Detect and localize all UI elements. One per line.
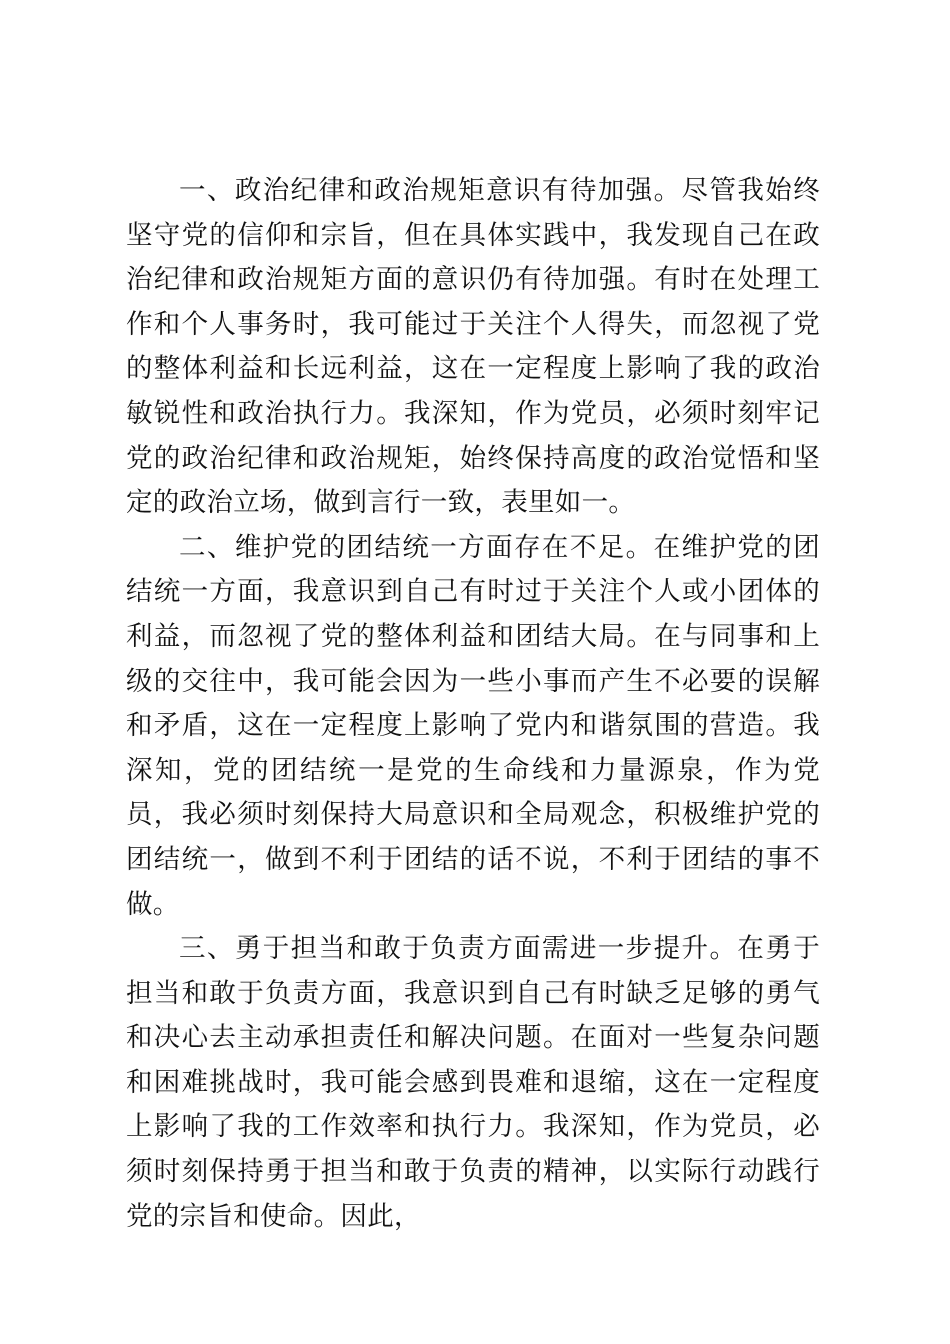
- paragraph-political-discipline: 一、政治纪律和政治规矩意识有待加强。尽管我始终坚守党的信仰和宗旨，但在具体实践中，我发现自己在政治纪律和政治规矩方面的意识仍有待加强。有时在处理工作和个人事务时，我可能过于关注个人得失，而忽视了党的整体利益和长远利益，这在一定程度上影响了我的政治敏锐性和政治执行力。我深知，作为党员，必须时刻牢记党的政治纪律和政治规矩，始终保持高度的政治觉悟和坚定的政治立场，做到言行一致，表里如一。: [126, 175, 820, 519]
- paragraph-responsibility: 三、勇于担当和敢于负责方面需进一步提升。在勇于担当和敢于负责方面，我意识到自己有时缺乏足够的勇气和决心去主动承担责任和解决问题。在面对一些复杂问题和困难挑战时，我可能会感到畏难和退缩，这在一定程度上影响了我的工作效率和执行力。我深知，作为党员，必须时刻保持勇于担当和敢于负责的精神，以实际行动践行党的宗旨和使命。因此，: [126, 933, 820, 1232]
- paragraph-party-unity: 二、维护党的团结统一方面存在不足。在维护党的团结统一方面，我意识到自己有时过于关注个人或小团体的利益，而忽视了党的整体利益和团结大局。在与同事和上级的交往中，我可能会因为一些小事而产生不必要的误解和矛盾，这在一定程度上影响了党内和谐氛围的营造。我深知，党的团结统一是党的生命线和力量源泉，作为党员，我必须时刻保持大局意识和全局观念，积极维护党的团结统一，做到不利于团结的话不说，不利于团结的事不做。: [126, 531, 820, 920]
- document-body: [126, 169, 820, 1239]
